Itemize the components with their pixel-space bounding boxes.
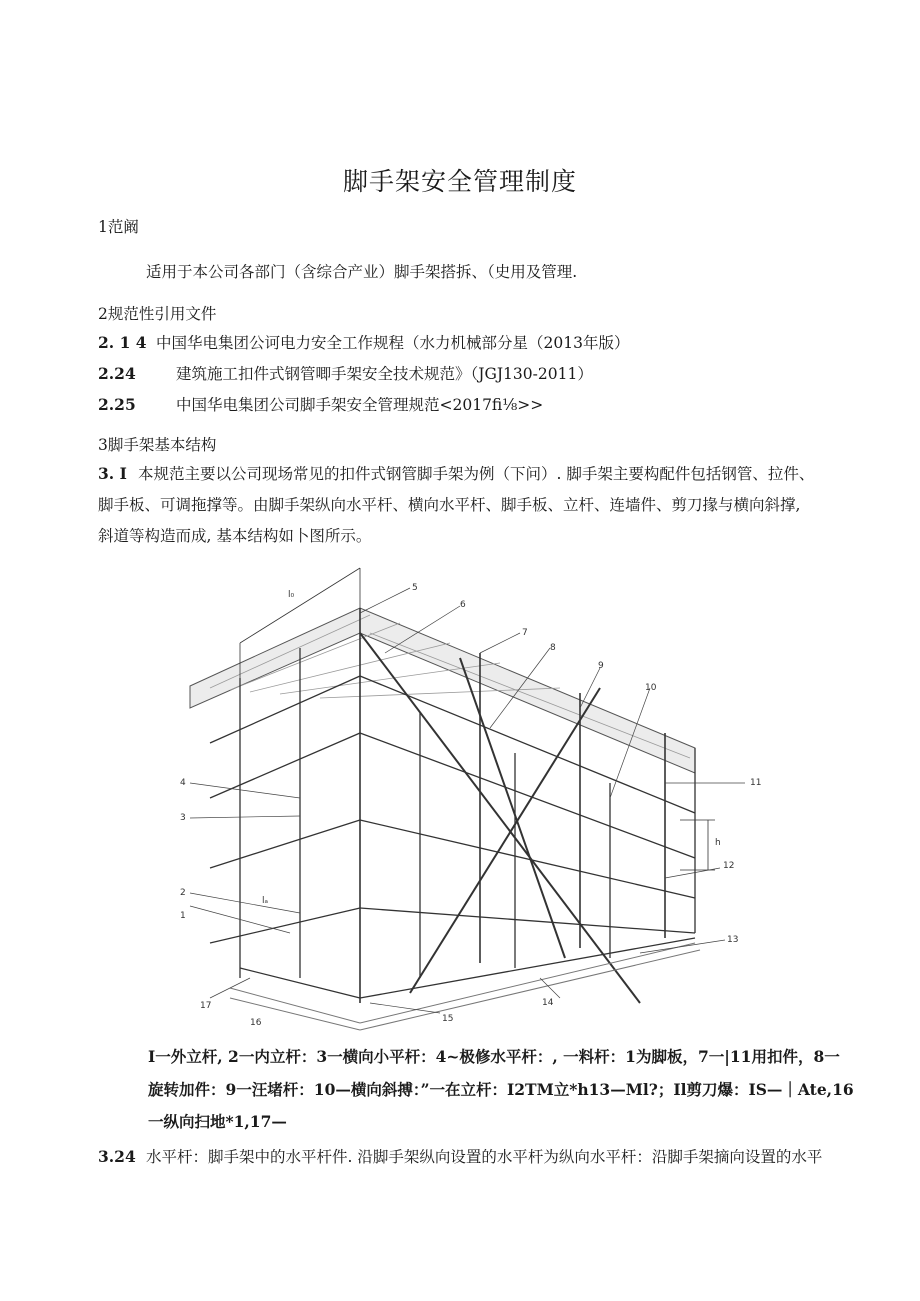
structure-paragraph-line-2: 脚手板、可调拖撑等。由脚手架纵向水平杆、横向水平杆、脚手板、立杆、连墙件、剪刀掾与横向斜撑, bbox=[98, 496, 801, 514]
figure-label-6: 6 bbox=[460, 600, 466, 610]
figure-label-14: 14 bbox=[542, 998, 554, 1008]
page-title: 脚手架安全管理制度 bbox=[342, 167, 577, 196]
reference-item-1 bbox=[98, 331, 629, 353]
reference-text: 建筑施工扣件式钢管唧手架安全技术规范》（JGJ130-2011） bbox=[176, 365, 593, 383]
figure-label-16: 16 bbox=[250, 1018, 262, 1028]
reference-number: 2. 1 4 bbox=[98, 333, 147, 352]
figure-caption-line-2: 旋转加件：9一汪堵杆：10—横向斜搏：”一在立杆：I2TM立*h13—Ml?；Il剪刀爆：IS—｜Ate,16 bbox=[148, 1080, 854, 1099]
section-1-heading: 1范阚 bbox=[98, 218, 139, 236]
section-2-heading: 2规范性引用文件 bbox=[98, 305, 217, 323]
figure-caption-line-3: 一纵向扫地*1,17— bbox=[148, 1112, 287, 1131]
figure-label-1: 1 bbox=[180, 911, 186, 921]
figure-label-8: 8 bbox=[550, 643, 556, 653]
figure-label-11: 11 bbox=[750, 778, 762, 788]
figure-label-la: lₐ bbox=[262, 896, 269, 906]
structure-paragraph-line-1 bbox=[98, 462, 814, 484]
paragraph-text: 本规范主要以公司现场常见的扣件式钢管脚手架为例（下问）. 脚手架主要构配件包括钢管、拉件、 bbox=[138, 465, 815, 483]
reference-item-2 bbox=[98, 362, 593, 384]
figure-label-l0: l₀ bbox=[288, 590, 295, 600]
paragraph-number: 3. I bbox=[98, 464, 127, 483]
reference-text: 中国华电集团公诃电力安全工作规程（水力机械部分星（2013年版） bbox=[156, 334, 630, 352]
paragraph-3-24 bbox=[98, 1145, 822, 1167]
figure-label-12: 12 bbox=[723, 861, 735, 871]
figure-label-10: 10 bbox=[645, 683, 657, 693]
figure-label-h: h bbox=[715, 838, 721, 848]
figure-label-5: 5 bbox=[412, 583, 418, 593]
reference-text: 中国华电集团公司脚手架安全管理规范<2017fi⅛>> bbox=[176, 396, 544, 414]
figure-label-2: 2 bbox=[180, 888, 186, 898]
figure-label-13: 13 bbox=[727, 935, 739, 945]
section-3-heading: 3脚手架基本结构 bbox=[98, 436, 217, 454]
figure-label-4: 4 bbox=[180, 778, 186, 788]
paragraph-text: 水平杆：脚手架中的水平杆件. 沿脚手架纵向设置的水平杆为纵向水平杆：沿脚手架摘向设置的水平 bbox=[146, 1148, 823, 1166]
figure-label-17: 17 bbox=[200, 1001, 212, 1011]
scaffold-figure bbox=[170, 558, 770, 1034]
scope-paragraph: 适用于本公司各部门（含综合产业）脚手架搭拆、（史用及管理. bbox=[146, 263, 578, 281]
figure-label-9: 9 bbox=[598, 661, 604, 671]
figure-caption-line-1: I一外立杆, 2一内立杆：3一横向小平杆：4~极修水平杆：, 一料杆：1为脚板，7一|11用扣件，8一 bbox=[148, 1047, 840, 1066]
figure-label-15: 15 bbox=[442, 1014, 454, 1024]
paragraph-number: 3.24 bbox=[98, 1147, 136, 1166]
structure-paragraph-line-3: 斜道等构造而成, 基本结构如卜图所示。 bbox=[98, 527, 372, 545]
figure-label-3: 3 bbox=[180, 813, 186, 823]
figure-label-7: 7 bbox=[522, 628, 528, 638]
reference-number: 2.25 bbox=[98, 395, 136, 414]
reference-item-3 bbox=[98, 393, 543, 415]
reference-number: 2.24 bbox=[98, 364, 136, 383]
